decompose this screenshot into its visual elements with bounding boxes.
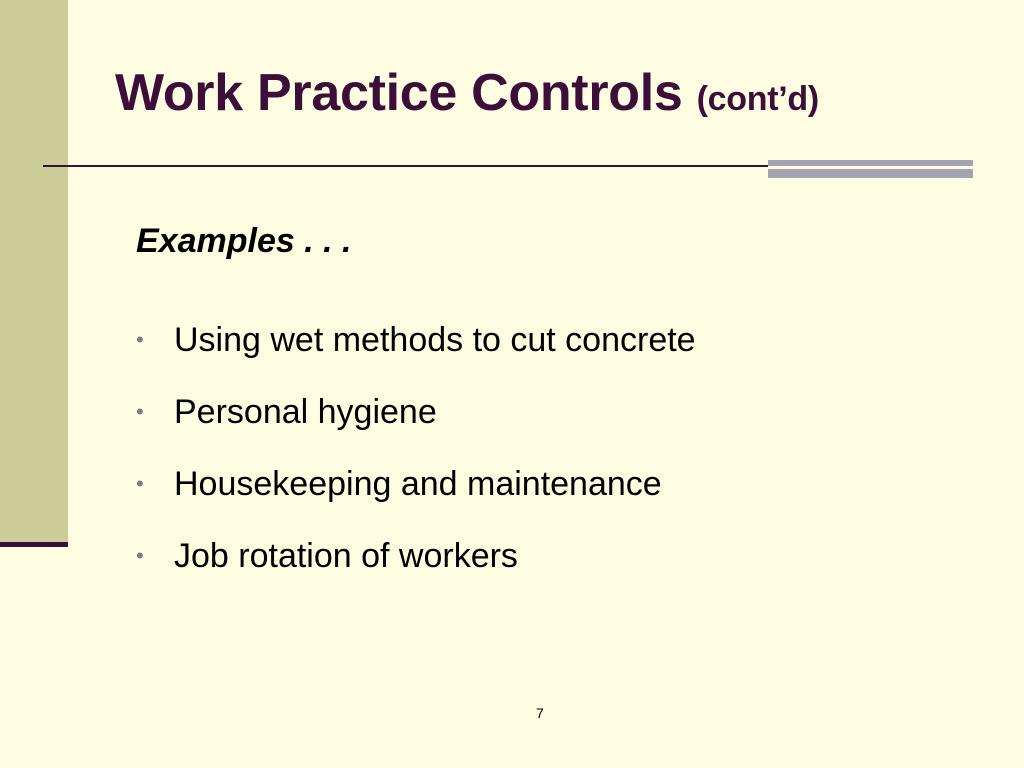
title-divider-accent xyxy=(768,160,973,178)
bullet-text: Housekeeping and maintenance xyxy=(174,465,662,503)
examples-heading: Examples . . . xyxy=(136,222,352,260)
left-accent-line xyxy=(0,542,68,547)
title-suffix: (cont’d) xyxy=(696,80,819,118)
page-number: 7 xyxy=(536,705,544,721)
bullet-icon: • xyxy=(136,471,144,496)
bullet-icon: • xyxy=(136,543,144,568)
bullet-text: Using wet methods to cut concrete xyxy=(174,321,696,359)
bullet-icon: • xyxy=(136,399,144,424)
bullet-text: Job rotation of workers xyxy=(174,537,518,575)
title-main: Work Practice Controls xyxy=(115,64,683,122)
bullet-icon: • xyxy=(136,327,144,352)
slide-title xyxy=(115,62,819,124)
title-divider-line xyxy=(43,165,768,167)
left-decorative-band xyxy=(0,0,68,544)
bullet-text: Personal hygiene xyxy=(174,393,437,431)
